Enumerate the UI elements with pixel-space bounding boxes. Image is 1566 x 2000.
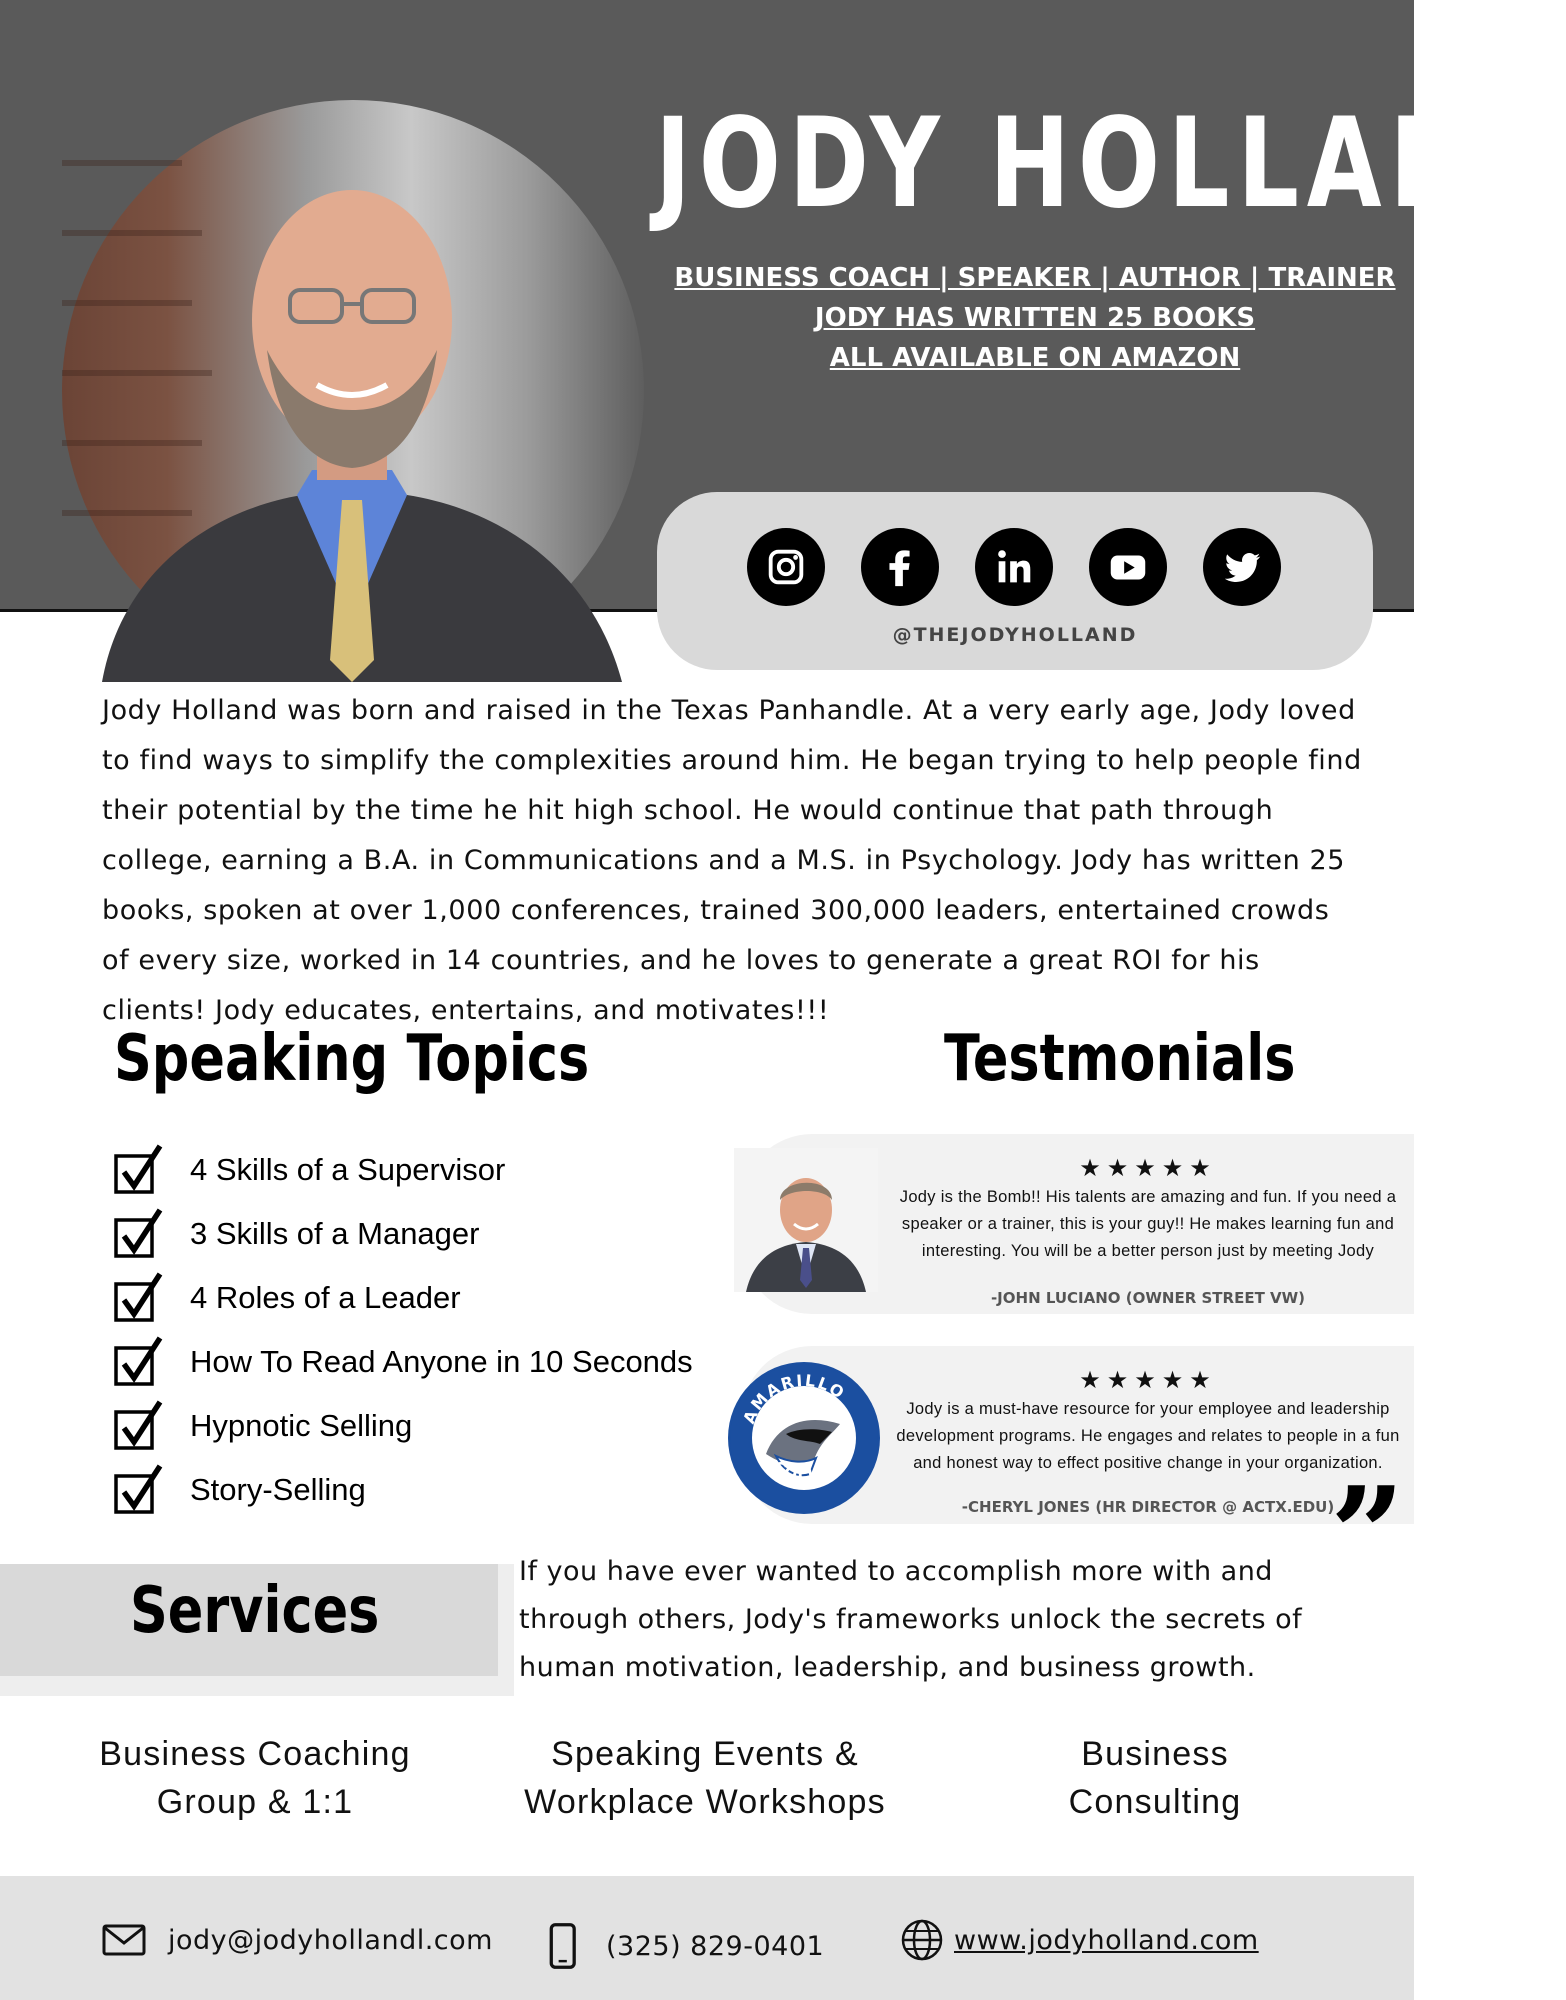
list-item bbox=[112, 1266, 693, 1330]
service-line: Business Coaching bbox=[99, 1735, 411, 1773]
email-text[interactable]: jody@jodyhollandl.com bbox=[168, 1924, 493, 1956]
contact-phone[interactable] bbox=[548, 1918, 824, 1974]
checkbox-checked-icon bbox=[112, 1142, 168, 1198]
list-item bbox=[112, 1330, 693, 1394]
logo-text-top: AMARILLO bbox=[739, 1370, 850, 1427]
topic-label: Hypnotic Selling bbox=[190, 1408, 413, 1443]
testimonial-text: Jody is the Bomb!! His talents are amazing and fun. If you need a speaker or a trainer, this is your guy!! He makes learning fun and interesting. You will be a better person just by meeting Jody bbox=[899, 1188, 1397, 1260]
service-line: Consulting bbox=[1068, 1783, 1242, 1821]
service-item-coaching bbox=[55, 1730, 455, 1826]
mail-icon bbox=[102, 1918, 146, 1962]
service-item-speaking bbox=[490, 1730, 920, 1826]
person-name: JODY HOLLAND bbox=[655, 92, 1566, 236]
list-item bbox=[112, 1202, 693, 1266]
topic-label: 4 Roles of a Leader bbox=[190, 1280, 461, 1315]
testimonial-text: Jody is a must-have resource for your employee and leadership development programs. He engages and relates to people in a fun and honest way to effect positive change in your organization. bbox=[896, 1400, 1400, 1472]
list-item bbox=[112, 1138, 693, 1202]
tagline-amazon[interactable]: ALL AVAILABLE ON AMAZON bbox=[829, 343, 1241, 373]
rating-stars: ★★★★★ bbox=[1079, 1154, 1217, 1182]
rating-stars: ★★★★★ bbox=[1079, 1366, 1217, 1394]
profile-photo-illustration bbox=[62, 100, 644, 682]
instagram-icon[interactable] bbox=[747, 528, 825, 606]
social-handle[interactable]: @THEJODYHOLLAND bbox=[892, 624, 1138, 646]
checkbox-checked-icon bbox=[112, 1270, 168, 1326]
social-icons bbox=[747, 528, 1281, 606]
youtube-icon[interactable] bbox=[1089, 528, 1167, 606]
profile-photo bbox=[62, 100, 644, 682]
testimonial-author: -JOHN LUCIANO (OWNER STREET VW) bbox=[990, 1289, 1306, 1307]
contact-footer bbox=[0, 1876, 1414, 2000]
taglines bbox=[670, 258, 1400, 378]
testimonial-card-1 bbox=[742, 1134, 1414, 1314]
facebook-icon[interactable] bbox=[861, 528, 939, 606]
social-panel bbox=[657, 492, 1373, 670]
speaking-topics-list bbox=[112, 1138, 693, 1522]
checkbox-checked-icon bbox=[112, 1206, 168, 1262]
phone-icon bbox=[548, 1918, 584, 1974]
topic-label: 3 Skills of a Manager bbox=[190, 1216, 480, 1251]
list-item bbox=[112, 1458, 693, 1522]
checkbox-checked-icon bbox=[112, 1398, 168, 1454]
twitter-icon[interactable] bbox=[1203, 528, 1281, 606]
amarillo-college-logo bbox=[728, 1362, 880, 1514]
contact-website[interactable] bbox=[900, 1918, 1259, 1962]
contact-email[interactable] bbox=[102, 1918, 493, 1962]
website-link[interactable]: www.jodyholland.com bbox=[954, 1924, 1259, 1956]
services-title: Services bbox=[130, 1574, 380, 1648]
testimonials-title: Testmonials bbox=[944, 1022, 1296, 1096]
globe-icon bbox=[900, 1918, 944, 1962]
service-line: Workplace Workshops bbox=[524, 1783, 886, 1821]
bio-paragraph: Jody Holland was born and raised in the Texas Panhandle. At a very early age, Jody loved to find ways to simplify the complexities around him. He began trying to help people find their potential by the time he hit high school. He would continue that path through college, earning a B.A. in Communications and a M.S. in Psychology. Jody has written 25 books, spoken at over 1,000 conferences, trained 300,000 leaders, entertained crowds of every size, worked in 14 countries, and he loves to generate a great ROI for his clients! Jody educates, entertains, and motivates!!! bbox=[102, 695, 1362, 1026]
linkedin-icon[interactable] bbox=[975, 528, 1053, 606]
tagline-roles[interactable]: BUSINESS COACH | SPEAKER | AUTHOR | TRAINER bbox=[674, 263, 1396, 293]
quote-icon: ” bbox=[1330, 1458, 1405, 1611]
service-line: Speaking Events & bbox=[551, 1735, 859, 1773]
phone-text[interactable]: (325) 829-0401 bbox=[606, 1930, 825, 1962]
testimonial-card-2 bbox=[739, 1346, 1414, 1524]
speaking-topics-title: Speaking Topics bbox=[114, 1022, 590, 1096]
list-item bbox=[112, 1394, 693, 1458]
logo-text-bottom: COLLEGE bbox=[769, 1444, 852, 1485]
services-description: If you have ever wanted to accomplish more with and through others, Jody's frameworks unlock the secrets of human motivation, leadership, and business growth. bbox=[519, 1556, 1303, 1683]
topic-label: How To Read Anyone in 10 Seconds bbox=[190, 1344, 693, 1379]
checkbox-checked-icon bbox=[112, 1462, 168, 1518]
topic-label: Story-Selling bbox=[190, 1472, 366, 1507]
testimonial-author: -CHERYL JONES (HR DIRECTOR @ ACTX.EDU) bbox=[961, 1498, 1335, 1516]
tagline-books[interactable]: JODY HAS WRITTEN 25 BOOKS bbox=[814, 303, 1256, 333]
topic-label: 4 Skills of a Supervisor bbox=[190, 1152, 506, 1187]
service-item-consulting bbox=[1000, 1730, 1310, 1826]
testimonial-avatar bbox=[734, 1148, 878, 1292]
service-line: Group & 1:1 bbox=[156, 1783, 354, 1821]
checkbox-checked-icon bbox=[112, 1334, 168, 1390]
service-line: Business bbox=[1081, 1735, 1229, 1773]
